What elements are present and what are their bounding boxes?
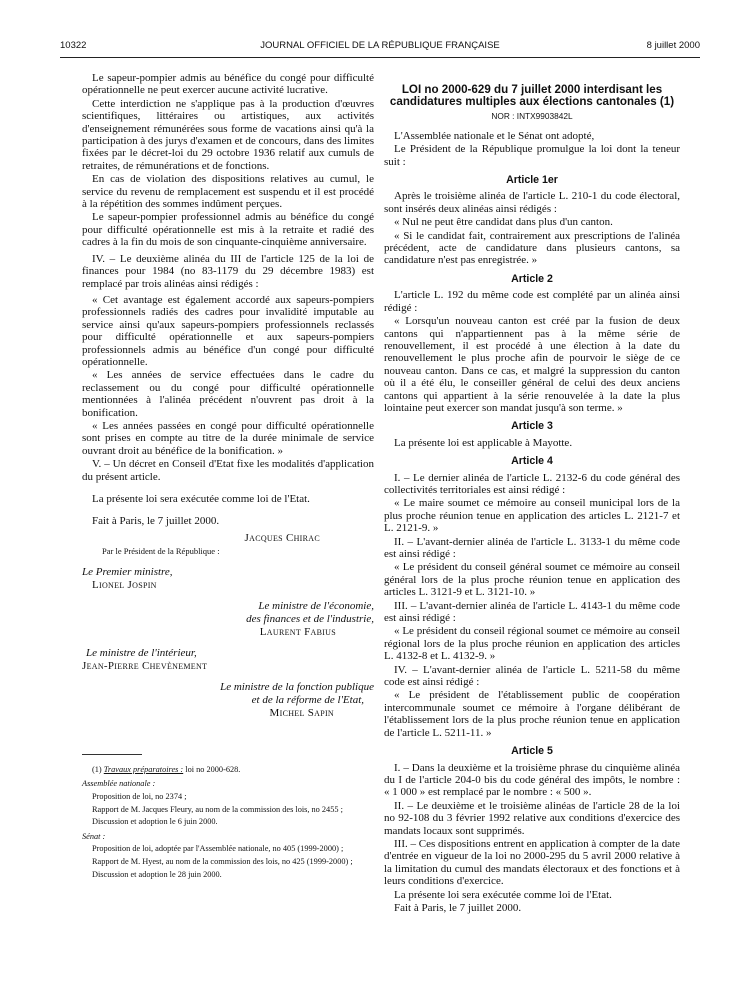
- nor-reference: NOR : INTX9903842L: [491, 111, 573, 122]
- article-heading: Article 4: [511, 455, 553, 468]
- article-heading: Article 5: [511, 745, 553, 758]
- paragraph: IV. – L'avant-dernier alinéa de l'article L. 5211-58 du même code est ainsi rédigé :: [384, 663, 680, 689]
- footnote-s2: Rapport de M. Hyest, au nom de la commission des lois, no 425 (1999-2000) ;: [92, 856, 353, 866]
- footnote-an-heading: Assemblée nationale :: [82, 779, 156, 789]
- paragraph: II. – Le deuxième et le troisième alinéas de l'article 28 de la loi no 92-108 du 3 février 1992 relative aux conditions d'exercice des mandats locaux sont supprimés.: [384, 799, 680, 837]
- paragraph: « Le président du conseil régional soumet ce mémoire au conseil régional lors de la plus proche réunion en application des articles L. 4132-8 et L. 4132-9. »: [384, 625, 680, 663]
- paragraph: L'Assemblée nationale et le Sénat ont adopté,: [394, 129, 595, 142]
- president-name: Jacques Chirac: [244, 531, 320, 544]
- paragraph: L'article L. 192 du même code est complété par un alinéa ainsi rédigé :: [384, 289, 680, 314]
- paragraph: Le sapeur-pompier admis au bénéfice du congé pour difficulté opérationnelle ne peut exercer aucune activité lucrative.: [82, 72, 374, 97]
- int-title: Le ministre de l'intérieur,: [86, 646, 197, 659]
- paragraph: Le Président de la République promulgue la loi dont la teneur suit :: [384, 143, 680, 168]
- paragraph: I. – Le dernier alinéa de l'article L. 2132-6 du code général des collectivités territoriales est ainsi rédigé :: [384, 471, 680, 496]
- article-heading: Article 1er: [506, 174, 558, 187]
- paragraph: « Les années de service effectuées dans le cadre du reclassement ou du congé pour difficulté opérationnelle mentionnées à l'alinéa précédent n'ouvrent pas droit à la bonification.: [82, 369, 374, 419]
- paragraph: I. – Dans la deuxième et la troisième phrase du cinquième alinéa du I de l'article 204-0 bis du code général des impôts, le nombre : « 1 000 » est remplacé par le nombre : « 500 ».: [384, 761, 680, 799]
- eco-title-2: des finances et de l'industrie,: [246, 612, 374, 625]
- law-title: LOI no 2000-629 du 7 juillet 2000 interdisant les candidatures multiples aux élections cantonales (1): [389, 83, 675, 109]
- footnote: [82, 765, 374, 880]
- paragraph: II. – L'avant-dernier alinéa de l'article L. 3133-1 du même code est ainsi rédigé :: [384, 535, 680, 560]
- article-heading: Article 2: [511, 272, 553, 285]
- paragraph: « Les années passées en congé pour difficulté opérationnelle sont prises en compte au titre de la durée minimale de service ouvrant droit au bénéfice de la bonification. »: [82, 419, 374, 457]
- journal-title: JOURNAL OFFICIEL DE LA RÉPUBLIQUE FRANÇAISE: [260, 40, 500, 51]
- pm-title: Le Premier ministre,: [82, 565, 173, 578]
- paragraph: « Nul ne peut être candidat dans plus d'un canton.: [394, 216, 613, 229]
- footnote-senat-heading: Sénat :: [82, 831, 106, 841]
- enactment-clause: La présente loi sera exécutée comme loi de l'Etat.: [394, 888, 612, 901]
- article-heading: Article 3: [511, 420, 553, 433]
- signature-date: Fait à Paris, le 7 juillet 2000.: [92, 515, 220, 528]
- enactment-clause: La présente loi sera exécutée comme loi de l'Etat.: [92, 493, 310, 505]
- fp-name: Michel Sapin: [269, 706, 334, 719]
- footnote-s3: Discussion et adoption le 28 juin 2000.: [92, 869, 222, 879]
- right-column: [384, 80, 680, 914]
- footnote-loi: loi no 2000-628.: [183, 764, 241, 774]
- fp-title-2: et de la réforme de l'Etat,: [251, 693, 364, 706]
- header-rule: [60, 57, 700, 58]
- paragraph: En cas de violation des dispositions relatives au cumul, le service du revenu de remplacement est suspendu et il est procédé à la répétition des sommes indûment perçues.: [82, 173, 374, 211]
- paragraph: Après le troisième alinéa de l'article L. 210-1 du code électoral, sont insérés deux alinéas ainsi rédigés :: [384, 190, 680, 215]
- footnote-ref: (1): [92, 764, 102, 774]
- eco-name: Laurent Fabius: [259, 625, 336, 638]
- paragraph: « Si le candidat fait, contrairement aux prescriptions de l'alinéa précédent, acte de candidature dans plusieurs cantons, sa candidature n'est pas enregistrée. »: [384, 229, 680, 267]
- paragraph: La présente loi est applicable à Mayotte.: [394, 436, 573, 449]
- paragraph: « Le président du conseil général soumet ce mémoire au conseil général lors de la plus proche réunion tenue en application des articles L. 3121-9 et L. 3121-10. »: [384, 561, 680, 599]
- paragraph: V. – Un décret en Conseil d'Etat fixe les modalités d'application du présent article.: [82, 458, 374, 483]
- par-le-president: Par le Président de la République :: [102, 545, 220, 556]
- page-number: 10322: [60, 40, 87, 51]
- footnote-an2: Rapport de M. Jacques Fleury, au nom de la commission des lois, no 2455 ;: [92, 804, 343, 814]
- signature-date: Fait à Paris, le 7 juillet 2000.: [394, 901, 522, 914]
- pm-name: Lionel Jospin: [92, 578, 157, 591]
- fp-title-1: Le ministre de la fonction publique: [220, 680, 374, 693]
- left-column: [82, 72, 374, 880]
- paragraph: « Le président de l'établissement public de coopération intercommunale soumet ce mémoire à l'organe délibérant de l'établissement lors de la plus proche réunion tenue en application de l'article L. 5211-11. »: [384, 689, 680, 739]
- signatures: [82, 532, 374, 720]
- footnote-an3: Discussion et adoption le 6 juin 2000.: [92, 817, 218, 827]
- footnote-s1: Proposition de loi, adoptée par l'Assemblée nationale, no 405 (1999-2000) ;: [92, 844, 344, 854]
- paragraph: « Le maire soumet ce mémoire au conseil municipal lors de la plus proche réunion tenue en application des articles L. 2121-7 et L. 2121-9. »: [384, 497, 680, 535]
- paragraph: « Lorsqu'un nouveau canton est créé par la fusion de deux cantons qui n'appartiennent pas à la même série de renouvellement, il est procédé à une élection à la date du renouvellement le plus proche afin de pourvoir le siège de ce nouveau canton. Dans ce cas, et malgré la suppression du canton où il a été élu, le conseiller général de celui des deux anciens cantons qui appartient à la série renouvelée à la date la plus lointaine peut exercer son mandat jusqu'à son terme. »: [384, 315, 680, 414]
- paragraph: Cette interdiction ne s'applique pas à la production d'œuvres scientifiques, littéraires ou artistiques, aux activités d'enseignement rémunérées sous forme de vacations ainsi qu'à la participation à des jurys d'examen et de concours, dans des limites fixées par le décret-loi du 29 octobre 1936 relatif aux cumuls de retraites, de rémunérations et de fonctions.: [82, 97, 374, 172]
- paragraph: III. – L'avant-dernier alinéa de l'article L. 4143-1 du même code est ainsi rédigé :: [384, 599, 680, 625]
- paragraph: « Cet avantage est également accordé aux sapeurs-pompiers professionnels radiés des cadres pour invalidité imputable au service ainsi qu'aux sapeurs-pompiers professionnels reclassés pour difficulté opérationnelle et aux sapeurs-pompiers professionnels admis au bénéfice d'un congé pour difficulté opérationnelle.: [82, 293, 374, 368]
- issue-date: 8 juillet 2000: [646, 40, 700, 51]
- paragraph: IV. – Le deuxième alinéa du III de l'article 125 de la loi de finances pour 1984 (no 83-1179 du 29 décembre 1983) est remplacé par trois alinéas ainsi rédigés :: [82, 252, 374, 290]
- eco-title-1: Le ministre de l'économie,: [258, 599, 374, 612]
- footnote-travaux: Travaux préparatoires :: [103, 764, 184, 774]
- footnote-an1: Proposition de loi, no 2374 ;: [92, 792, 187, 801]
- int-name: Jean-Pierre Chevènement: [82, 659, 208, 672]
- paragraph: III. – Ces dispositions entrent en application à compter de la date d'entrée en vigueur de la loi no 2000-295 du 5 avril 2000 relative à la limitation du cumul des mandats électoraux et des fonctions et à leurs conditions d'exercice.: [384, 837, 680, 888]
- paragraph: Le sapeur-pompier professionnel admis au bénéfice du congé pour difficulté opérationnelle est mis à la retraite et radié des cadres à la fin du mois de son cinquante-cinquième anniversaire.: [82, 211, 374, 249]
- footnote-rule: [82, 754, 142, 755]
